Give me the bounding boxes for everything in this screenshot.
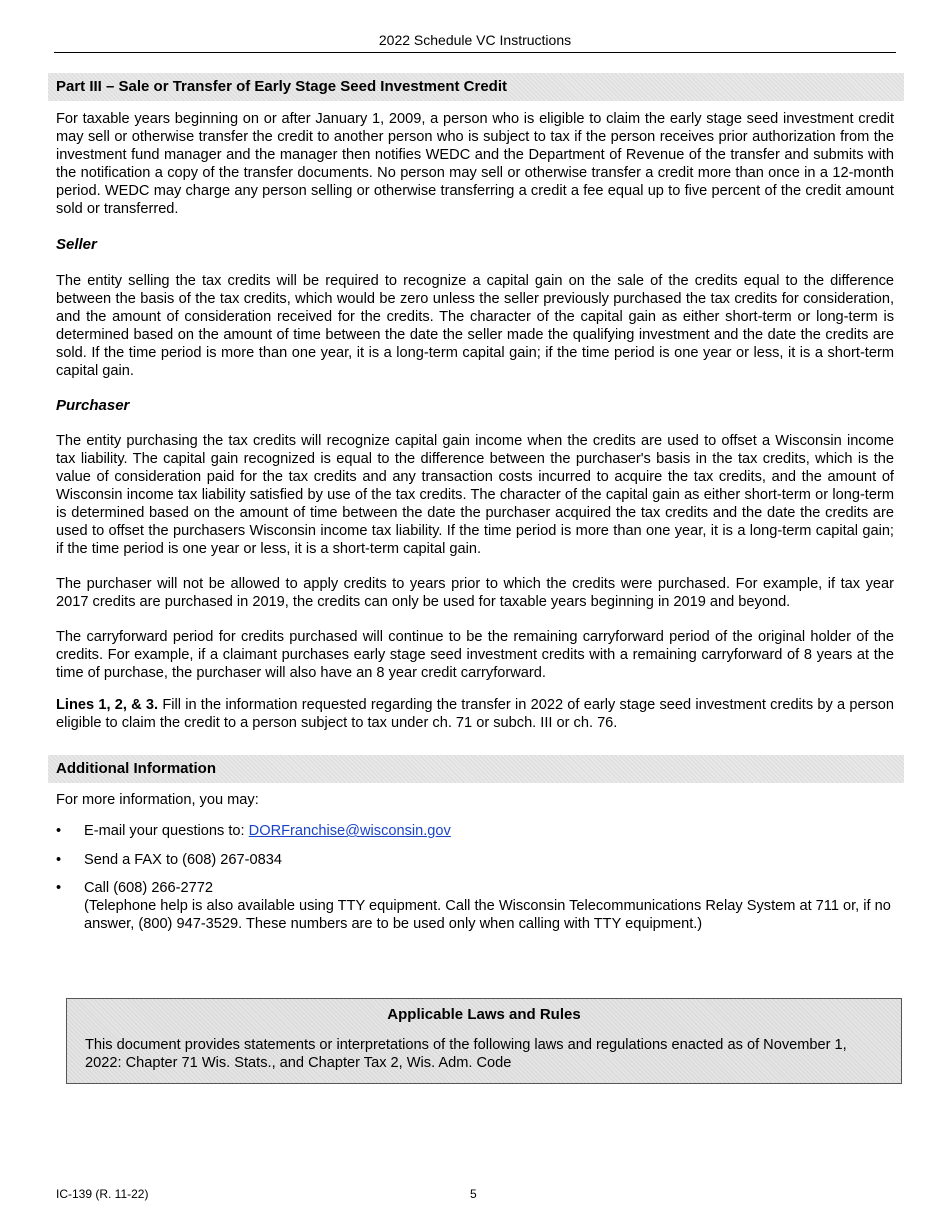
form-id: IC-139 (R. 11-22) <box>56 1187 149 1201</box>
fax-text: Send a FAX to (608) 267-0834 <box>84 852 282 868</box>
page-number: 5 <box>470 1187 477 1201</box>
lines-label: Lines 1, 2, & 3. <box>56 697 159 713</box>
laws-text: This document provides statements or interpretations of the following laws and regulations enacted as of November 1, 2022: Chapter 71 Wis. Stats., and Chapter Tax 2, Wis. Adm. Code <box>85 1037 847 1071</box>
applicable-laws-box <box>66 998 902 1084</box>
part3-title: Part III – Sale or Transfer of Early Stage Seed Investment Credit <box>48 73 904 101</box>
purchaser-text-1: The entity purchasing the tax credits will recognize capital gain income when the credits are used to offset a Wisconsin income tax liability. The capital gain recognized is equal to the difference between the purchaser's basis in the tax credits, which is the value of consideration paid for the tax credits and any transaction costs incurred to acquire the tax credits, and the amount of Wisconsin income tax liability satisfied by use of the tax credits. The character of the capital gain as either short-term or long-term is determined based on the amount of time between the date the purchaser acquired the tax credits and the date the credits are used to offset the purchasers Wisconsin income tax liability. If the time period is more than one year, it is a long-term capital gain; if the time period is one year or less, it is a short-term capital gain. <box>56 433 894 557</box>
call-text: Call (608) 266-2772 <box>84 880 213 896</box>
bullet-icon: • <box>56 823 62 839</box>
seller-text: The entity selling the tax credits will be required to recognize a capital gain on the sale of the credits equal to the difference between the basis of the tax credits, which would be zero unless the seller previously purchased the tax credits for consideration, and the amount of consideration received for the credits. The character of the capital gain as either short-term or long-term is determined based on the amount of time between the date the seller made the qualifying investment and the date the credits are sold. If the time period is more than one year, it is a long-term capital gain; if the time period is one year or less, it is a short-term capital gain. <box>56 273 894 379</box>
lines-paragraph <box>56 696 894 732</box>
tty-text: (Telephone help is also available using TTY equipment. Call the Wisconsin Telecommunications Relay System at 711 or, if no answer, (800) 947-3529. These numbers are to be used only when calling with TTY equipment.) <box>84 898 891 932</box>
purchaser-text-3: The carryforward period for credits purchased will continue to be the remaining carryforward period of the original holder of the credits. For example, if a claimant purchases early stage seed investment credits with a remaining carryforward of 8 years at the time of purchase, the purchaser will also have an 8 year credit carryforward. <box>56 629 894 681</box>
page-header: 2022 Schedule VC Instructions <box>54 32 896 53</box>
purchaser-heading: Purchaser <box>56 397 130 414</box>
laws-title: Applicable Laws and Rules <box>387 1006 581 1023</box>
bullet-icon: • <box>56 852 62 868</box>
part3-intro: For taxable years beginning on or after January 1, 2009, a person who is eligible to claim the early stage seed investment credit may sell or otherwise transfer the credit to another person who is subject to tax if the person receives prior authorization from the investment fund manager and the manager then notifies WEDC and the Department of Revenue of the transfer and submits with the notification a copy of the transfer documents. No person may sell or otherwise transfer a credit more than once in a 12-month period. WEDC may charge any person selling or otherwise transferring a credit a fee equal up to five percent of the credit amount sold or transferred. <box>56 111 894 217</box>
additional-intro: For more information, you may: <box>56 792 259 808</box>
additional-info-title: Additional Information <box>48 755 904 783</box>
email-prefix: E-mail your questions to: <box>84 823 249 839</box>
bullet-icon: • <box>56 880 62 896</box>
lines-text: Fill in the information requested regarding the transfer in 2022 of early stage seed investment credits by a person eligible to claim the credit to a person subject to tax under ch. 71 or subch. III or ch. 76. <box>56 697 895 731</box>
seller-heading: Seller <box>56 236 97 253</box>
purchaser-text-2: The purchaser will not be allowed to apply credits to years prior to which the credits were purchased. For example, if tax year 2017 credits are purchased in 2019, the credits can only be used for taxable years beginning in 2019 and beyond. <box>56 576 894 610</box>
email-link[interactable]: DORFranchise@wisconsin.gov <box>248 823 451 839</box>
